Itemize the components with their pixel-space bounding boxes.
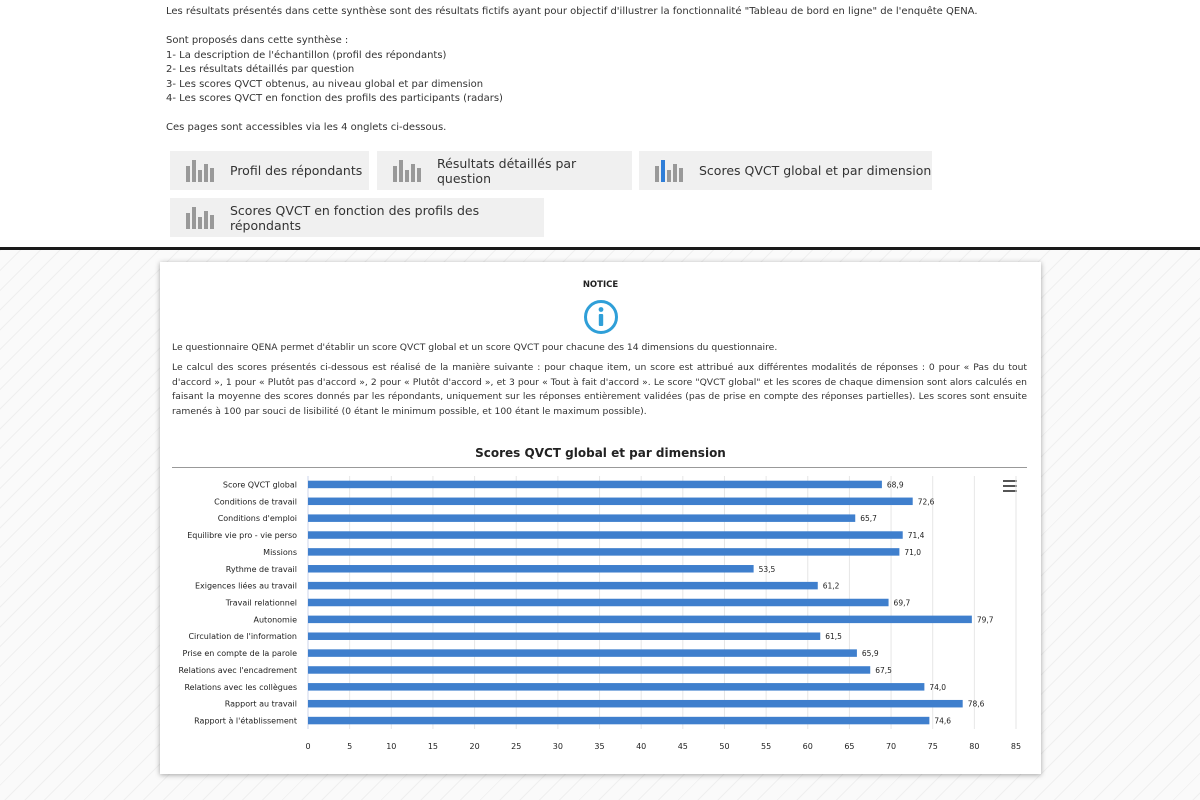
category-label: Relations avec l'encadrement bbox=[178, 665, 297, 675]
bar-chart bbox=[160, 262, 1041, 774]
notice-title: NOTICE bbox=[582, 280, 619, 290]
x-tick-label: 0 bbox=[305, 742, 311, 751]
x-tick-label: 35 bbox=[594, 742, 605, 751]
bar bbox=[308, 531, 903, 539]
bar bbox=[308, 481, 882, 489]
intro-line-1: Les résultats présentés dans cette synthèse sont des résultats fictifs ayant pour objectif d'illustrer la fonctionnalité "Tableau de bord en ligne" de l'enquête QENA. bbox=[166, 6, 978, 17]
value-label: 74,0 bbox=[929, 682, 947, 692]
notice-paragraph-1: Le questionnaire QENA permet d'établir un score QVCT global et un score QVCT pour chacune des 14 dimensions du questionnaire. bbox=[172, 342, 778, 353]
category-label: Score QVCT global bbox=[222, 480, 297, 490]
category-label: Relations avec les collègues bbox=[184, 682, 297, 692]
bar bbox=[308, 582, 818, 590]
bar-chart-icon bbox=[655, 160, 685, 182]
value-label: 72,6 bbox=[917, 497, 935, 507]
x-tick-label: 60 bbox=[802, 742, 813, 751]
x-tick-label: 30 bbox=[552, 742, 563, 751]
bar bbox=[308, 683, 924, 691]
notice-card bbox=[160, 262, 1041, 774]
value-label: 67,5 bbox=[875, 665, 892, 675]
value-label: 61,5 bbox=[825, 632, 842, 642]
x-tick-label: 5 bbox=[347, 742, 353, 751]
intro-text bbox=[166, 5, 978, 136]
x-tick-label: 85 bbox=[1010, 742, 1022, 751]
bar bbox=[308, 514, 855, 522]
intro-item-4: 4- Les scores QVCT en fonction des profils des participants (radars) bbox=[166, 93, 503, 104]
intro-line-3: Ces pages sont accessibles via les 4 onglets ci-dessous. bbox=[166, 122, 447, 133]
category-label: Travail relationnel bbox=[225, 598, 297, 608]
tab-resultats-detailles[interactable] bbox=[377, 151, 632, 190]
category-label: Prise en compte de la parole bbox=[182, 649, 297, 659]
bar bbox=[308, 498, 913, 506]
chart-title: Scores QVCT global et par dimension bbox=[475, 446, 726, 460]
value-label: 61,2 bbox=[822, 581, 840, 591]
category-label: Equilibre vie pro - vie perso bbox=[187, 531, 297, 541]
notice-paragraph-2: Le calcul des scores présentés ci-dessous est réalisé de la manière suivante : pour chaque item, un score est attribué aux différentes modalités de réponses : 0 pour « Pas du tout d'accord », 1 pour « Plutôt pas d'accord », 2 pour « Plutôt d'accord », et 3 pour « Tout à fait d'accord ». Le score "QVCT global" et les scores de chaque dimension sont alors calculés en faisant la moyenne des scores donnés par les répondants, uniquement sur les réponses entièrement validées (pas de prise en compte des réponses partielles). Les scores sont ensuite ramenés à 100 par souci de lisibilité (0 étant le minimum possible, et 100 étant le maximum possible). bbox=[172, 362, 1027, 417]
x-tick-label: 70 bbox=[885, 742, 897, 751]
bar-chart-icon bbox=[186, 160, 216, 182]
bar bbox=[308, 616, 972, 624]
tab-scores-qvct-profils[interactable] bbox=[170, 198, 544, 237]
value-label: 78,6 bbox=[967, 699, 985, 709]
intro-item-2: 2- Les résultats détaillés par question bbox=[166, 64, 355, 75]
intro-item-1: 1- La description de l'échantillon (profil des répondants) bbox=[166, 49, 447, 61]
category-label: Rapport au travail bbox=[224, 699, 297, 709]
value-label: 69,7 bbox=[893, 598, 911, 608]
x-tick-label: 45 bbox=[677, 742, 688, 751]
category-label: Missions bbox=[263, 547, 297, 557]
category-label: Autonomie bbox=[253, 615, 297, 625]
tab-profil-repondants[interactable] bbox=[170, 151, 369, 190]
bar bbox=[308, 548, 899, 556]
tab-label: Profil des répondants bbox=[230, 163, 363, 178]
intro-section bbox=[0, 0, 1200, 248]
category-label: Exigences liées au travail bbox=[194, 581, 297, 591]
intro-line-2: Sont proposés dans cette synthèse : bbox=[166, 35, 349, 46]
category-label: Rapport à l'établissement bbox=[194, 716, 297, 726]
value-label: 53,5 bbox=[758, 564, 776, 574]
x-tick-label: 75 bbox=[927, 742, 938, 751]
bar bbox=[308, 700, 963, 708]
value-label: 71,4 bbox=[907, 531, 925, 541]
bar bbox=[308, 649, 857, 657]
bar bbox=[308, 717, 929, 725]
x-tick-label: 25 bbox=[511, 742, 522, 751]
tab-scores-qvct-global[interactable] bbox=[639, 151, 932, 190]
x-tick-label: 55 bbox=[761, 742, 772, 751]
category-label: Circulation de l'information bbox=[188, 632, 297, 642]
value-label: 79,7 bbox=[976, 615, 994, 625]
value-label: 68,9 bbox=[886, 480, 904, 490]
category-label: Conditions d'emploi bbox=[217, 514, 297, 524]
tab-label: Scores QVCT en fonction des profils des répondants bbox=[230, 202, 480, 233]
x-tick-label: 20 bbox=[469, 742, 480, 751]
bar bbox=[308, 565, 754, 573]
bar bbox=[308, 599, 889, 607]
x-tick-label: 50 bbox=[719, 742, 730, 751]
x-tick-label: 10 bbox=[386, 742, 397, 751]
value-label: 65,9 bbox=[861, 649, 879, 659]
x-tick-label: 15 bbox=[427, 742, 439, 751]
bar-chart-icon bbox=[186, 207, 216, 229]
value-label: 71,0 bbox=[904, 547, 922, 557]
category-label: Conditions de travail bbox=[214, 497, 297, 507]
tab-label: Résultats détaillés par question bbox=[437, 155, 577, 186]
category-label: Rythme de travail bbox=[225, 564, 297, 574]
bar-chart-icon bbox=[393, 160, 423, 182]
x-tick-label: 80 bbox=[969, 742, 980, 751]
intro-item-3: 3- Les scores QVCT obtenus, au niveau global et par dimension bbox=[166, 78, 484, 90]
bar bbox=[308, 666, 870, 674]
tab-label: Scores QVCT global et par dimension bbox=[699, 163, 932, 178]
value-label: 74,6 bbox=[934, 716, 952, 726]
value-label: 65,7 bbox=[860, 514, 877, 524]
x-tick-label: 40 bbox=[636, 742, 647, 751]
bar bbox=[308, 632, 820, 640]
x-tick-label: 65 bbox=[844, 742, 855, 751]
